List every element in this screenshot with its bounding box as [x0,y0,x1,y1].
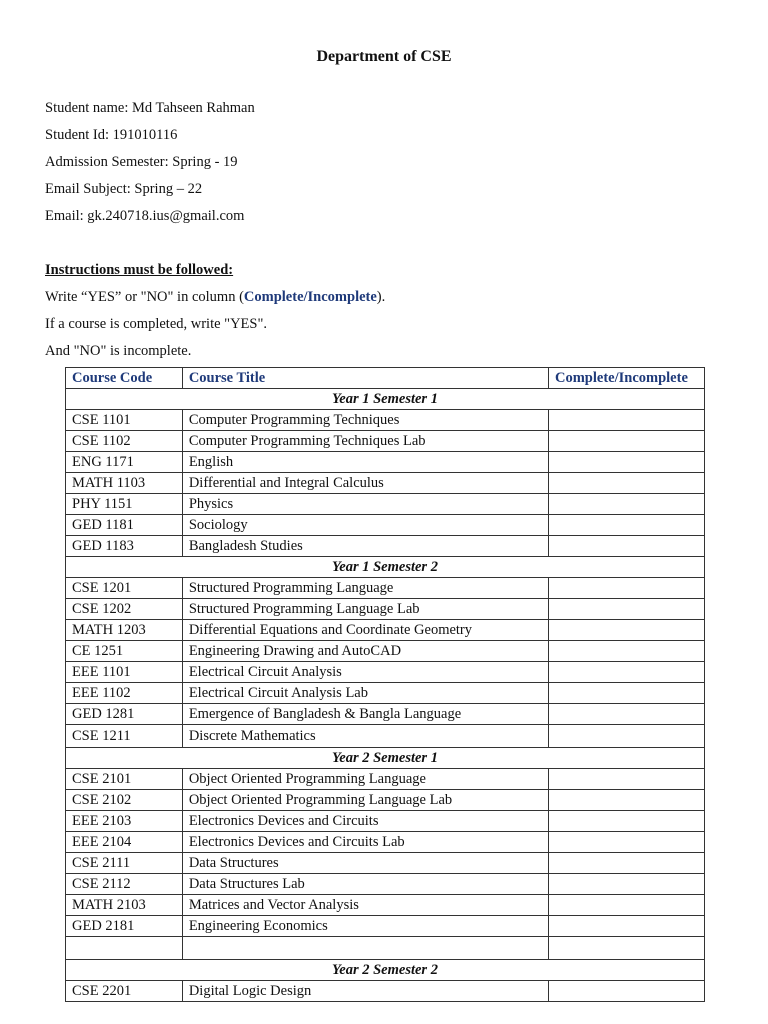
course-code: MATH 1203 [66,620,183,641]
course-code: GED 2181 [66,916,183,937]
course-title [182,937,548,960]
table-row [66,515,705,536]
status-cell[interactable] [549,937,705,960]
course-title: Differential and Integral Calculus [182,473,548,494]
header-course-title: Course Title [182,368,548,389]
table-row [66,811,705,832]
status-cell[interactable] [549,662,705,683]
course-code: EEE 2104 [66,832,183,853]
student-name: Student name: Md Tahseen Rahman [45,100,255,116]
status-cell[interactable] [549,410,705,431]
table-row [66,916,705,937]
table-row [66,895,705,916]
section-title: Year 2 Semester 2 [66,960,705,981]
table-row [66,683,705,704]
table-header-row [66,368,705,389]
instructions-heading: Instructions must be followed: [45,262,234,278]
table-row [66,536,705,557]
course-title: Discrete Mathematics [182,725,548,748]
table-row [66,578,705,599]
student-info [45,98,255,233]
status-cell[interactable] [549,853,705,874]
table-row [66,431,705,452]
student-id: Student Id: 191010116 [45,127,178,143]
admission-semester: Admission Semester: Spring - 19 [45,154,238,170]
course-code: EEE 1102 [66,683,183,704]
course-title: English [182,452,548,473]
section-title: Year 2 Semester 1 [66,748,705,769]
course-code: GED 1183 [66,536,183,557]
status-cell[interactable] [549,431,705,452]
course-code: CSE 1101 [66,410,183,431]
table-row [66,874,705,895]
course-code: GED 1181 [66,515,183,536]
course-code: CSE 1102 [66,431,183,452]
course-title: Sociology [182,515,548,536]
header-complete-incomplete: Complete/Incomplete [549,368,705,389]
course-title: Computer Programming Techniques Lab [182,431,548,452]
table-row [66,725,705,748]
course-title: Object Oriented Programming Language [182,769,548,790]
status-cell[interactable] [549,494,705,515]
status-cell[interactable] [549,811,705,832]
instructions [45,260,385,368]
course-code: CSE 2111 [66,853,183,874]
table-row [66,662,705,683]
table-row [66,832,705,853]
course-code: GED 1281 [66,704,183,725]
course-code: EEE 1101 [66,662,183,683]
section-row [66,960,705,981]
course-title: Data Structures [182,853,548,874]
course-code: CSE 2201 [66,981,183,1002]
table-row [66,981,705,1002]
status-cell[interactable] [549,832,705,853]
table-row [66,473,705,494]
status-cell[interactable] [549,874,705,895]
status-cell[interactable] [549,620,705,641]
status-cell[interactable] [549,599,705,620]
status-cell[interactable] [549,452,705,473]
instruction-line-1-pre: Write “YES” or "NO" in column ( [45,289,244,305]
course-code: EEE 2103 [66,811,183,832]
status-cell[interactable] [549,790,705,811]
status-cell[interactable] [549,515,705,536]
table-row [66,790,705,811]
header-course-code: Course Code [66,368,183,389]
section-row [66,389,705,410]
course-title: Object Oriented Programming Language Lab [182,790,548,811]
course-title: Electronics Devices and Circuits Lab [182,832,548,853]
status-cell[interactable] [549,704,705,725]
course-code: ENG 1171 [66,452,183,473]
status-cell[interactable] [549,578,705,599]
course-title: Digital Logic Design [182,981,548,1002]
course-code: MATH 1103 [66,473,183,494]
course-title: Engineering Drawing and AutoCAD [182,641,548,662]
table-row [66,620,705,641]
course-title: Electrical Circuit Analysis Lab [182,683,548,704]
status-cell[interactable] [549,916,705,937]
course-title: Engineering Economics [182,916,548,937]
section-row [66,748,705,769]
course-title: Physics [182,494,548,515]
status-cell[interactable] [549,725,705,748]
status-cell[interactable] [549,981,705,1002]
course-code: CSE 2112 [66,874,183,895]
section-row [66,557,705,578]
course-title: Bangladesh Studies [182,536,548,557]
course-title: Data Structures Lab [182,874,548,895]
course-code: MATH 2103 [66,895,183,916]
table-row [66,599,705,620]
table-row [66,769,705,790]
status-cell[interactable] [549,641,705,662]
status-cell[interactable] [549,473,705,494]
email-subject: Email Subject: Spring – 22 [45,181,203,197]
table-row-empty [66,937,705,960]
page-title: Department of CSE [316,48,452,65]
course-table [65,367,705,1002]
section-title: Year 1 Semester 2 [66,557,705,578]
course-code: CSE 2101 [66,769,183,790]
course-code: CSE 2102 [66,790,183,811]
instruction-line-1 [45,287,385,314]
status-cell[interactable] [549,536,705,557]
table-row [66,494,705,515]
course-title: Electronics Devices and Circuits [182,811,548,832]
course-code: CE 1251 [66,641,183,662]
status-cell[interactable] [549,895,705,916]
status-cell[interactable] [549,683,705,704]
email: Email: gk.240718.ius@gmail.com [45,208,245,224]
course-code: CSE 1211 [66,725,183,748]
instruction-line-2: If a course is completed, write "YES". [45,316,268,332]
table-row [66,853,705,874]
table-row [66,641,705,662]
course-title: Electrical Circuit Analysis [182,662,548,683]
instruction-line-1-post: ). [376,289,386,305]
course-title: Structured Programming Language Lab [182,599,548,620]
section-title: Year 1 Semester 1 [66,389,705,410]
course-title: Computer Programming Techniques [182,410,548,431]
course-code [66,937,183,960]
status-cell[interactable] [549,769,705,790]
course-code: CSE 1202 [66,599,183,620]
table-row [66,704,705,725]
instruction-line-3: And "NO" is incomplete. [45,343,192,359]
course-code: CSE 1201 [66,578,183,599]
course-code: PHY 1151 [66,494,183,515]
course-title: Differential Equations and Coordinate Geometry [182,620,548,641]
course-title: Emergence of Bangladesh & Bangla Language [182,704,548,725]
course-title: Structured Programming Language [182,578,548,599]
table-row [66,452,705,473]
course-title: Matrices and Vector Analysis [182,895,548,916]
instruction-line-1-column: Complete/Incomplete [243,289,377,305]
table-row [66,410,705,431]
